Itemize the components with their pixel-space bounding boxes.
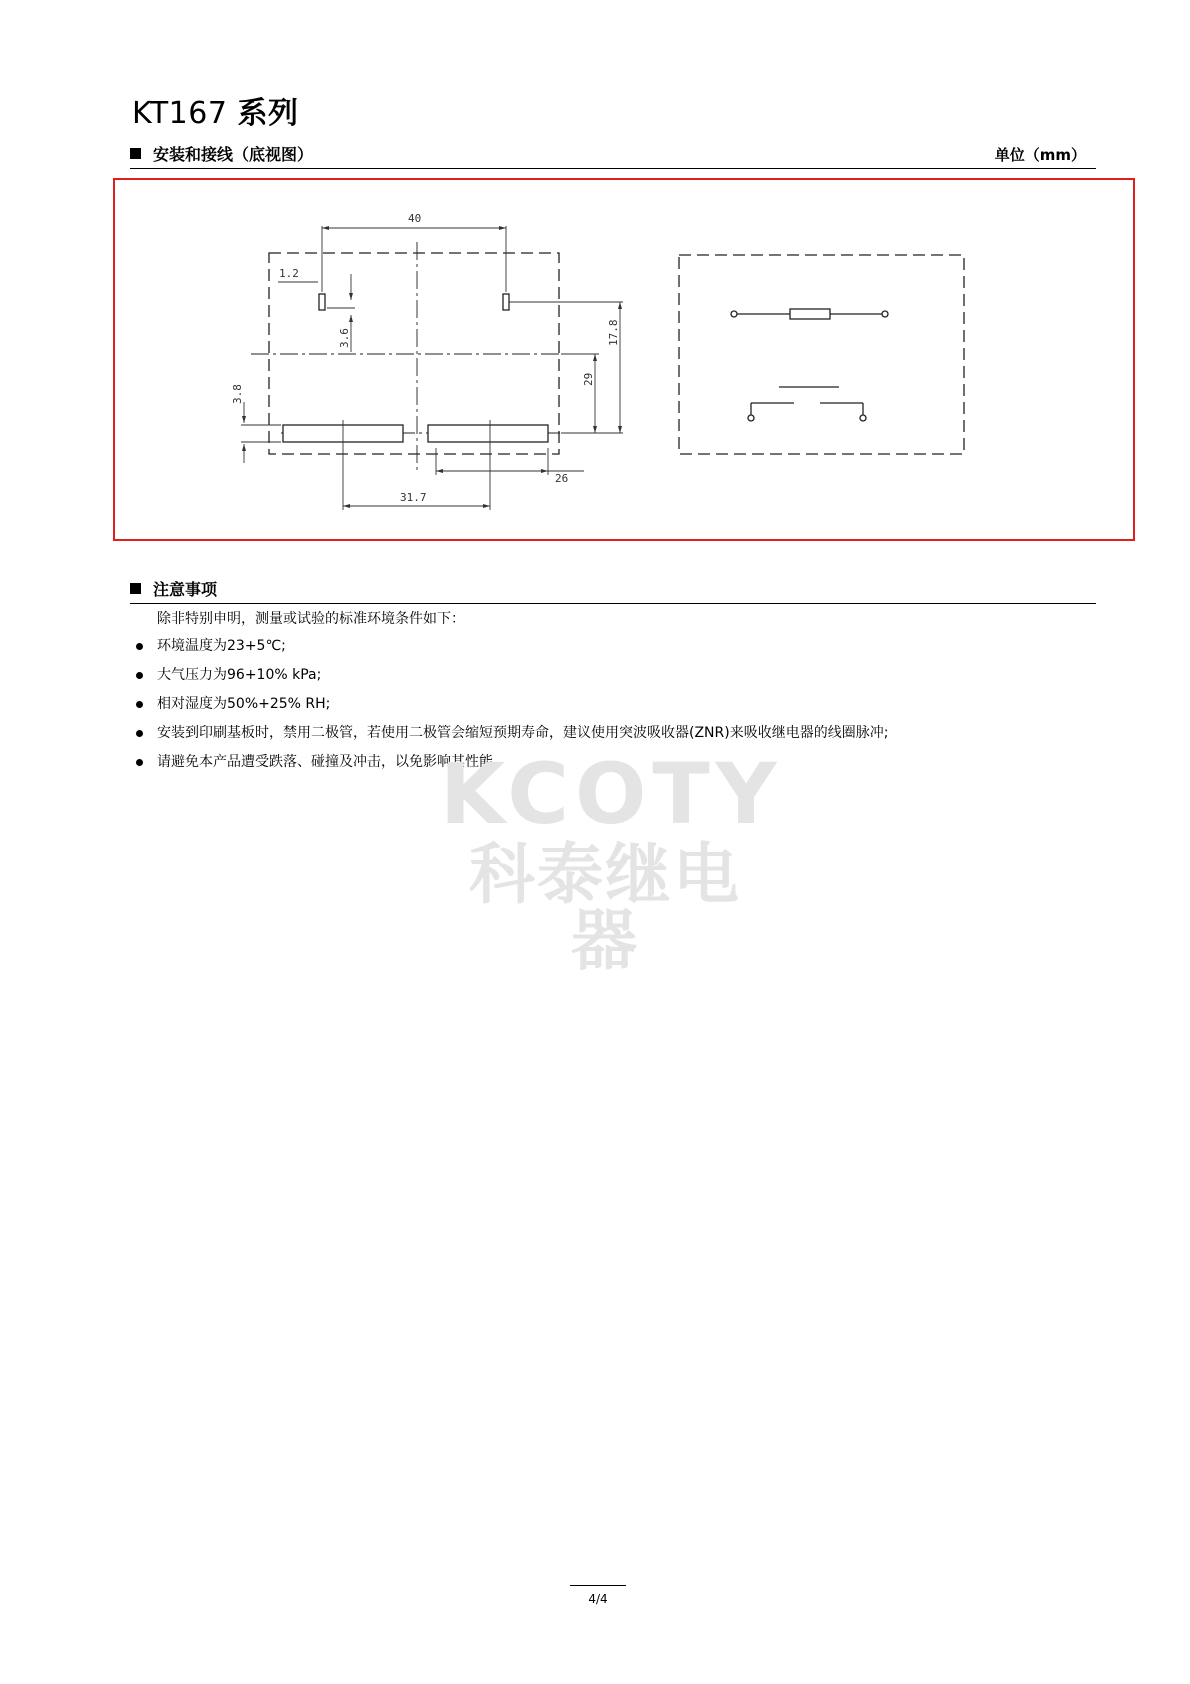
square-bullet-icon	[130, 583, 141, 594]
notes-section-header	[130, 577, 1096, 604]
dim-31-7: 31.7	[400, 491, 427, 504]
installation-drawing	[113, 178, 1135, 541]
drawing-svg	[115, 180, 1137, 543]
notes-section-title: 注意事项	[153, 580, 218, 599]
unit-label: 单位（mm）	[994, 146, 1086, 164]
schematic-outline	[679, 255, 964, 454]
install-section-header	[130, 142, 1096, 169]
bullet-dot-icon	[136, 643, 143, 650]
list-item: 请避免本产品遭受跌落、碰撞及冲击，以免影响其性能。	[134, 753, 888, 782]
list-item: 安装到印刷基板时，禁用二极管，若使用二极管会缩短预期寿命，建议使用突波吸收器(ZNR)来吸收继电器的线圈脉冲;	[134, 724, 888, 753]
coil-pin-right	[503, 294, 509, 310]
relay-outline-bottom-view	[269, 253, 559, 454]
list-item: 大气压力为96+10% kPa;	[134, 666, 888, 695]
coil-pin-left	[319, 294, 325, 310]
dim-29: 29	[582, 372, 595, 386]
dim-26: 26	[555, 472, 569, 485]
watermark-company-name: 科泰继电器	[469, 836, 741, 979]
dim-3-8: 3.8	[231, 384, 244, 404]
dim-40: 40	[408, 212, 422, 225]
coil-symbol	[731, 309, 888, 319]
bullet-dot-icon	[136, 672, 143, 679]
watermark-logo-text: KCOTY	[440, 745, 783, 843]
square-bullet-icon	[130, 148, 141, 159]
notes-intro: 除非特别申明，测量或试验的标准环境条件如下：	[157, 611, 465, 627]
dim-1-2: 1.2	[279, 267, 299, 280]
list-item: 环境温度为23+5℃;	[134, 637, 888, 666]
page-number: 4/4	[588, 1592, 608, 1606]
bullet-dot-icon	[136, 701, 143, 708]
model-name: KT167	[132, 96, 228, 131]
dim-3-6: 3.6	[338, 328, 351, 348]
contact-pin-right	[428, 425, 548, 442]
footer-divider	[570, 1585, 626, 1586]
install-section-title: 安装和接线（底视图）	[153, 145, 314, 164]
bullet-dot-icon	[136, 759, 143, 766]
series-label: 系列	[237, 96, 299, 131]
dim-17-8: 17.8	[607, 319, 620, 346]
list-item: 相对湿度为50%+25% RH;	[134, 695, 888, 724]
bullet-dot-icon	[136, 730, 143, 737]
document-title	[132, 88, 298, 132]
contact-symbol	[748, 387, 866, 421]
watermark	[440, 745, 783, 979]
